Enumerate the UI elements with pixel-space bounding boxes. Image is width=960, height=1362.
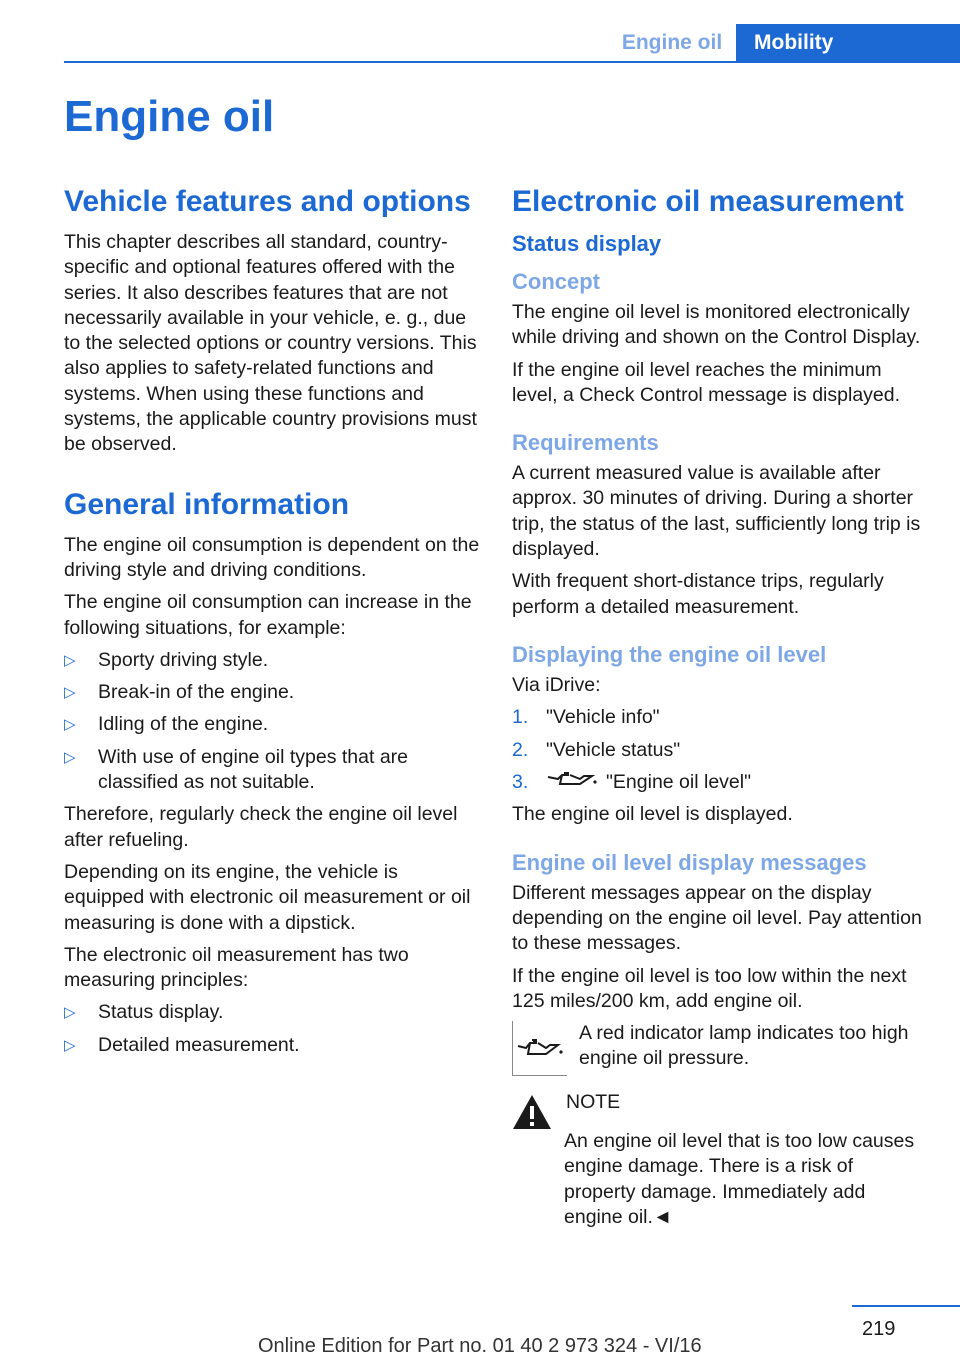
triangle-bullet-icon: ▷ [64,748,76,766]
general-info-p1: The engine oil consumption is dependent on the driving style and driving conditions. [64,533,480,581]
concept-p1: The engine oil level is monitored electronically while driving and shown on the Control Display. [512,301,921,349]
displaying-result: The engine oil level is displayed. [512,803,793,826]
triangle-bullet-icon: ▷ [64,1036,76,1054]
displaying-intro: Via iDrive: [512,673,601,696]
concept-p2: If the engine oil level reaches the minimum level, a Check Control message is displayed. [512,358,901,406]
footer-rule [852,1305,960,1307]
triangle-bullet-icon: ▷ [64,1004,76,1022]
list-item: 2. "Vehicle status" [512,738,926,763]
general-info-p2: The engine oil consumption can increase in the following situations, for example: [64,591,472,639]
right-column [512,184,926,1237]
indicator-lamp-row [512,1021,926,1076]
heading-status-display: Status display [512,231,662,256]
list-item: ▷ Idling of the engine. [64,712,480,737]
idrive-steps-list [512,705,926,795]
note-text: An engine oil level that is too low causes engine damage. There is a risk of property damage. Immediately add engine oil.◄ [564,1130,915,1229]
oil-pressure-indicator-icon [512,1021,567,1076]
messages-p1: Different messages appear on the display depending on the engine oil level. Pay attention to these messages. [512,881,922,955]
triangle-bullet-icon: ▷ [64,684,76,702]
step-number: 3. [512,770,529,793]
requirements-p1: A current measured value is available after approx. 30 minutes of driving. During a shorter trip, the status of the last, sufficiently long trip is displayed. [512,462,921,561]
heading-vehicle-features: Vehicle features and options [64,185,471,218]
page-number: 219 [862,1318,896,1340]
triangle-bullet-icon: ▷ [64,651,76,669]
heading-electronic-oil-measurement: Electronic oil measurement [512,185,904,218]
heading-concept: Concept [512,269,600,294]
left-column [64,184,480,1065]
list-item: ▷ Break-in of the engine. [64,680,480,705]
general-info-p5: The electronic oil measurement has two measuring principles: [64,943,409,992]
list-item: ▷ Sporty driving style. [64,648,480,673]
general-info-p4: Depending on its engine, the vehicle is equipped with electronic oil measurement or oil measuring is done with a dipstick. [64,860,471,934]
heading-requirements: Requirements [512,430,659,456]
vehicle-features-body: This chapter describes all standard, country-specific and optional features offered with the series. It also describes features that are not necessarily available in your vehicle, e. g., due to the selected options or country versions. This also applies to safety-related functions and systems. When using these functions and systems, the applicable country provisions must be observed. [64,231,477,456]
note-label: NOTE [566,1091,621,1114]
general-info-p3: Therefore, regularly check the engine oil level after refueling. [64,803,458,851]
step-number: 1. [512,706,529,729]
page-title: Engine oil [64,92,275,141]
oil-can-icon [546,770,598,795]
list-item: 1. "Vehicle info" [512,705,926,730]
list-item: ▷ With use of engine oil types that are classified as not suitable. [64,745,409,794]
list-item: ▷ Status display. [64,1000,480,1025]
tab-engine-oil: Engine oil [621,30,723,54]
consumption-situations-list [64,648,480,795]
tab-mobility: Mobility [736,24,960,61]
step-number: 2. [512,738,529,761]
measuring-principles-list [64,1000,480,1058]
edition-footer: Online Edition for Part no. 01 40 2 973 324 - VI/16 [258,1335,702,1357]
list-item: ▷ Detailed measurement. [64,1033,480,1058]
indicator-lamp-text: A red indicator lamp indicates too high engine oil pressure. [579,1022,909,1070]
messages-p2: If the engine oil level is too low within the next 125 miles/200 km, add engine oil. [512,964,907,1012]
heading-display-messages: Engine oil level display messages [512,849,867,875]
heading-displaying-oil-level: Displaying the engine oil level [512,641,827,667]
requirements-p2: With frequent short-distance trips, regularly perform a detailed measurement. [512,570,884,618]
warning-triangle-icon [512,1094,552,1135]
header-rule [64,61,960,63]
heading-general-information: General information [64,487,350,521]
triangle-bullet-icon: ▷ [64,716,76,734]
list-item: 3. "Engine oil level" [512,770,926,795]
